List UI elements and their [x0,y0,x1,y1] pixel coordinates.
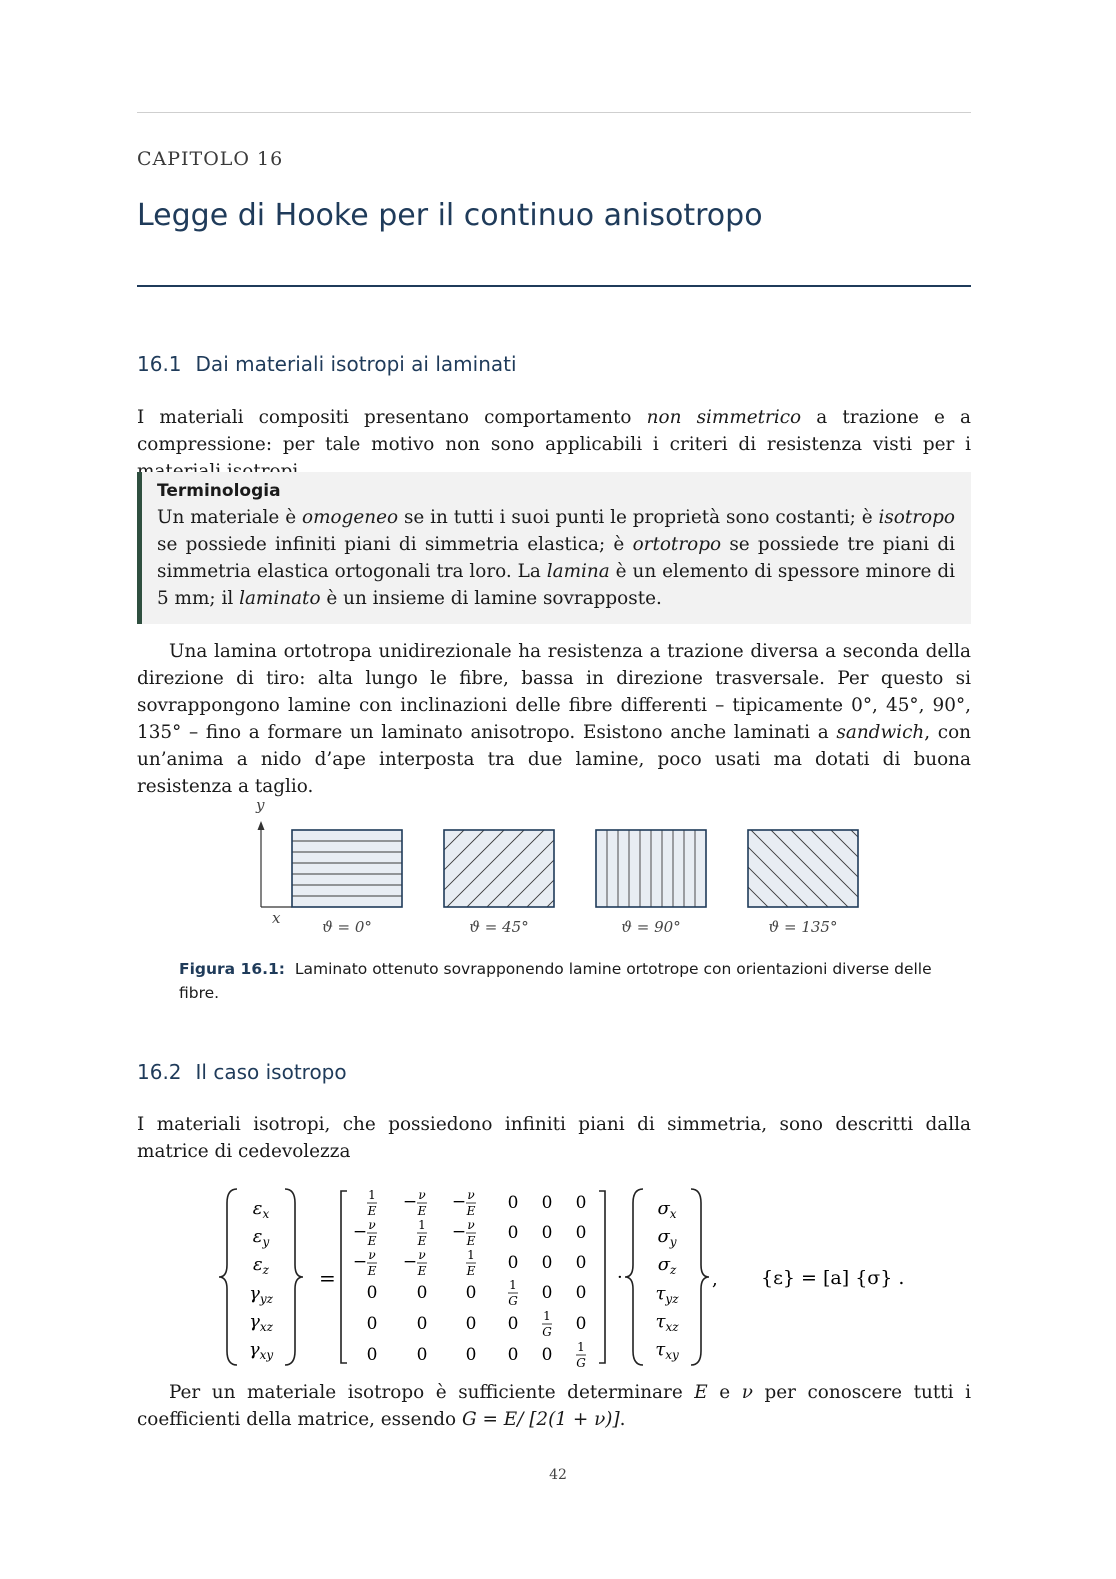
matrix-zero: 0 [507,1345,519,1365]
svg-text:E: E [466,1234,476,1248]
matrix-zero: 0 [465,1314,477,1334]
matrix-zero: 0 [366,1314,378,1334]
lamina-panel-90 [596,830,706,907]
svg-text:1: 1 [543,1309,551,1323]
svg-text:E: E [367,1264,377,1278]
strain-vec-entry: $\varepsilon_y$ [252,1226,270,1249]
matrix-zero: 0 [416,1314,428,1334]
section-heading-16-1 [137,352,517,376]
equals-sign: = [319,1266,336,1290]
matrix-fraction [542,1309,552,1339]
matrix-zero: 0 [507,1253,519,1273]
matrix-zero: 0 [541,1223,553,1243]
panel-label-0: ϑ = 0° [322,918,372,936]
stress-brace-left [625,1189,643,1365]
stress-vec-entry: $\tau_{xy}$ [655,1339,679,1362]
matrix-fraction [508,1278,518,1308]
section-heading-16-2 [137,1060,347,1084]
stress-vec-entry: $\tau_{xz}$ [655,1311,679,1334]
matrix-zero: 0 [575,1314,587,1334]
matrix-fraction [576,1340,586,1370]
panel-label-45: ϑ = 45° [469,918,529,936]
svg-text:1: 1 [368,1188,376,1202]
svg-text:E: E [417,1234,427,1248]
svg-text:ν: ν [467,1188,475,1202]
strain-vec-entry: $\gamma_{xz}$ [249,1311,273,1334]
section-title: Il caso isotropo [195,1060,347,1084]
comma: , [712,1269,718,1290]
caption-label: Figura 16.1: [179,960,285,978]
matrix-bracket-right [599,1191,605,1363]
terminology-box [137,472,971,624]
svg-text:G: G [576,1356,586,1370]
matrix-fraction [452,1188,476,1218]
svg-text:−: − [402,1252,418,1272]
y-axis-label: y [256,796,265,814]
matrix-zero: 0 [366,1283,378,1303]
matrix-fraction [403,1188,427,1218]
svg-text:G: G [542,1325,552,1339]
matrix-zero: 0 [575,1223,587,1243]
y-axis-arrow [258,821,265,830]
intro-paragraph: I materiali compositi presentano comportamento non simmetrico a trazione e a compressione: per tale motivo non sono applicabili i criteri di resistenza visti per i [137,407,972,455]
svg-text:1: 1 [418,1218,426,1232]
strain-vec-entry: $\gamma_{yz}$ [249,1283,273,1306]
matrix-zero: 0 [575,1193,587,1213]
compact-form: {ε} = [a] {σ} . [761,1267,905,1289]
stress-vec-entry: $\sigma_z$ [657,1254,677,1277]
matrix-fraction [466,1248,476,1278]
svg-text:E: E [466,1204,476,1218]
svg-text:−: − [352,1222,368,1242]
matrix-zero: 0 [507,1314,519,1334]
stress-vec-entry: $\sigma_y$ [657,1226,677,1249]
strain-vec-entry: $\varepsilon_z$ [253,1254,269,1277]
box-title: Terminologia [157,481,281,501]
matrix-zero: 0 [541,1253,553,1273]
panel-label-135: ϑ = 135° [768,918,838,936]
stress-vec-entry: $\tau_{yz}$ [655,1283,679,1306]
svg-text:1: 1 [467,1248,475,1262]
section-number: 16.1 [137,352,182,376]
matrix-zero: 0 [541,1345,553,1365]
dot-operator: · [617,1267,623,1288]
svg-text:−: − [451,1192,467,1212]
chapter-rule [137,285,971,287]
matrix-zero: 0 [465,1345,477,1365]
svg-text:E: E [367,1234,377,1248]
page-number: 42 [549,1467,567,1483]
strain-brace-left [219,1189,237,1365]
strain-brace-right [285,1189,303,1365]
svg-text:−: − [451,1222,467,1242]
matrix-zero: 0 [575,1253,587,1273]
compliance-equation [215,1185,915,1370]
box-text: Un materiale è omogeneo se in tutti i suoi punti le proprietà sono costanti; è isotropo se possiede infiniti piani di simmetria elastica; è ortotropo se possiede tre piani di simmetria elastica ortogonali tra loro. La lamina è un elemento di spessore minore di 5 mm; il laminato è un insieme di lamine sovrapposte. [157,507,955,609]
matrix-bracket-left [341,1191,347,1363]
svg-text:E: E [417,1204,427,1218]
svg-text:−: − [352,1252,368,1272]
strain-vec-entry: $\gamma_{xy}$ [248,1339,274,1362]
svg-text:1: 1 [577,1340,585,1354]
matrix-zero: 0 [541,1283,553,1303]
matrix-fraction [353,1218,377,1248]
stress-brace-right [691,1189,709,1365]
svg-text:1: 1 [509,1278,517,1292]
svg-text:ν: ν [418,1188,426,1202]
svg-text:ν: ν [467,1218,475,1232]
matrix-fraction [452,1218,476,1248]
matrix-zero: 0 [575,1283,587,1303]
matrix-zero: 0 [416,1283,428,1303]
svg-text:E: E [466,1264,476,1278]
stress-vec-entry: $\sigma_x$ [657,1198,677,1221]
svg-text:E: E [367,1204,377,1218]
chapter-title: Legge di Hooke per il continuo anisotropo [137,198,763,233]
x-axis-label: x [272,909,281,927]
matrix-zero: 0 [366,1345,378,1365]
svg-text:ν: ν [368,1248,376,1262]
matrix-fraction [367,1188,377,1218]
matrix-fraction [417,1218,427,1248]
matrix-zero: 0 [541,1193,553,1213]
header-rule [137,112,971,113]
svg-text:ν: ν [368,1218,376,1232]
chapter-label: CAPITOLO 16 [137,148,284,170]
laminate-paragraph: Una lamina ortotropa unidirezionale ha resistenza a trazione diversa a seconda della direzione di tiro: alta lungo le fibre, bassa in direzione trasversale. Per questo si sovrappongono lamine con inclinazioni delle fibre differenti – tipicamente 0°, 45°, 90°, 135° – fino a formare un laminato anisotropo. Esistono anche laminati a sandwich, con un’anima a nido d’ape interposta tra due lamine, poco usati ma dotati di buona resistenza a taglio. [137,641,971,797]
matrix-fraction [353,1248,377,1278]
section-title: Dai materiali isotropi ai laminati [195,352,517,376]
section-number: 16.2 [137,1060,182,1084]
isotropic-outro: Per un materiale isotropo è sufficiente determinare E e ν per conoscere tutti i coefficienti della matrice, essendo G = E/ [2(1 + ν)]. [137,1382,971,1430]
svg-text:−: − [402,1192,418,1212]
isotropic-intro: I materiali isotropi, che possiedono infiniti piani di simmetria, sono descritti dalla matrice di cedevolezza [137,1114,971,1162]
caption-text: Laminato ottenuto sovrapponendo lamine ortotrope con orientazioni diverse delle fibre. [179,960,932,1002]
matrix-zero: 0 [507,1223,519,1243]
matrix-zero: 0 [416,1345,428,1365]
svg-text:ν: ν [418,1248,426,1262]
svg-text:E: E [417,1264,427,1278]
panel-label-90: ϑ = 90° [621,918,681,936]
lamina-panel-0 [292,830,402,907]
figure-caption [179,957,939,1005]
svg-text:G: G [508,1294,518,1308]
laminate-figure [240,795,880,920]
strain-vec-entry: $\varepsilon_x$ [252,1198,270,1221]
matrix-zero: 0 [507,1193,519,1213]
matrix-zero: 0 [465,1283,477,1303]
matrix-fraction [403,1248,427,1278]
